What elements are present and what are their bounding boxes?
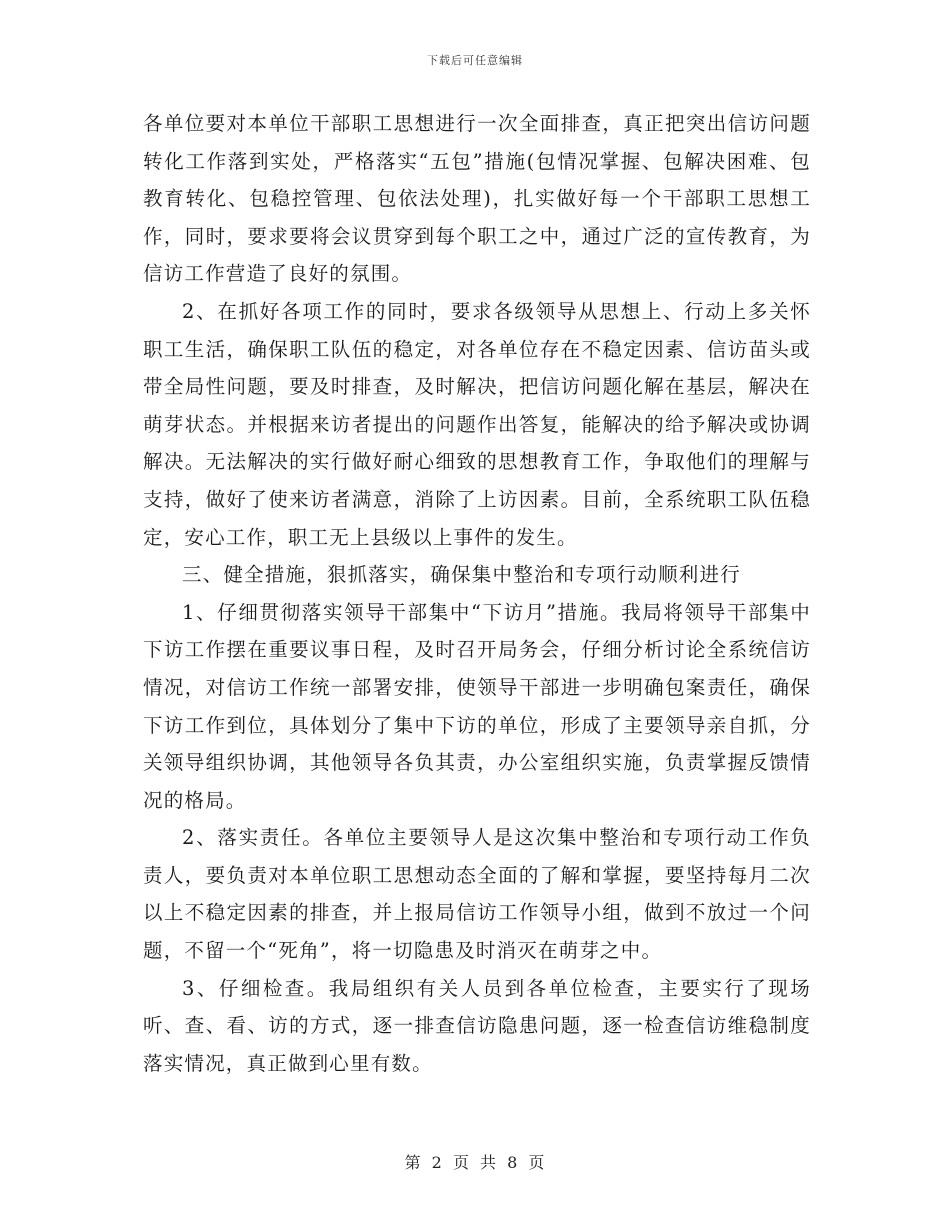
page-number-footer: 第 2 页 共 8 页 <box>404 1153 546 1172</box>
section-heading-3: 三、健全措施，狠抓落实，确保集中整治和专项行动顺利进行 <box>182 563 741 587</box>
paragraph-3-1: 1、仔细贯彻落实领导干部集中“下访月”措施。我局将领导干部集中下访工作摆在重要议事日程，及时召开局务会，仔细分析讨论全系统信访情况，对信访工作统一部署安排，使领导干部进一步明确包案责任，确保下访工作到位，具体划分了集中下访的单位，形成了主要领导亲自抓，分关领导组织协调，其他领导各负其责，办公室组织实施，负责掌握反馈情况的格局。 <box>143 600 811 812</box>
paragraph-3-3: 3、仔细检查。我局组织有关人员到各单位检查，主要实行了现场听、查、看、访的方式，逐一排查信访隐患问题，逐一检查信访维稳制度落实情况，真正做到心里有数。 <box>143 976 811 1075</box>
paragraph-1: 各单位要对本单位干部职工思想进行一次全面排查，真正把突出信访问题转化工作落到实处，严格落实“五包”措施(包情况掌握、包解决困难、包教育转化、包稳控管理、包依法处理)，扎实做好每一个干部职工思想工作，同时，要求要将会议贯穿到每个职工之中，通过广泛的宣传教育，为信访工作营造了良好的氛围。 <box>143 112 811 286</box>
paragraph-3-2: 2、落实责任。各单位主要领导人是这次集中整治和专项行动工作负责人，要负责对本单位职工思想动态全面的了解和掌握，要坚持每月二次以上不稳定因素的排查，并上报局信访工作领导小组，做到不放过一个问题，不留一个“死角”，将一切隐患及时消灭在萌芽之中。 <box>143 826 811 963</box>
header-note: 下载后可任意编辑 <box>427 54 523 67</box>
paragraph-2: 2、在抓好各项工作的同时，要求各级领导从思想上、行动上多关怀职工生活，确保职工队伍的稳定，对各单位存在不稳定因素、信访苗头或带全局性问题，要及时排查，及时解决，把信访问题化解在基层，解决在萌芽状态。并根据来访者提出的问题作出答复，能解决的给予解决或协调解决。无法解决的实行做好耐心细致的思想教育工作，争取他们的理解与支持，做好了使来访者满意，消除了上访因素。目前，全系统职工队伍稳定，安心工作，职工无上县级以上事件的发生。 <box>143 299 811 549</box>
document-body <box>143 105 811 1082</box>
